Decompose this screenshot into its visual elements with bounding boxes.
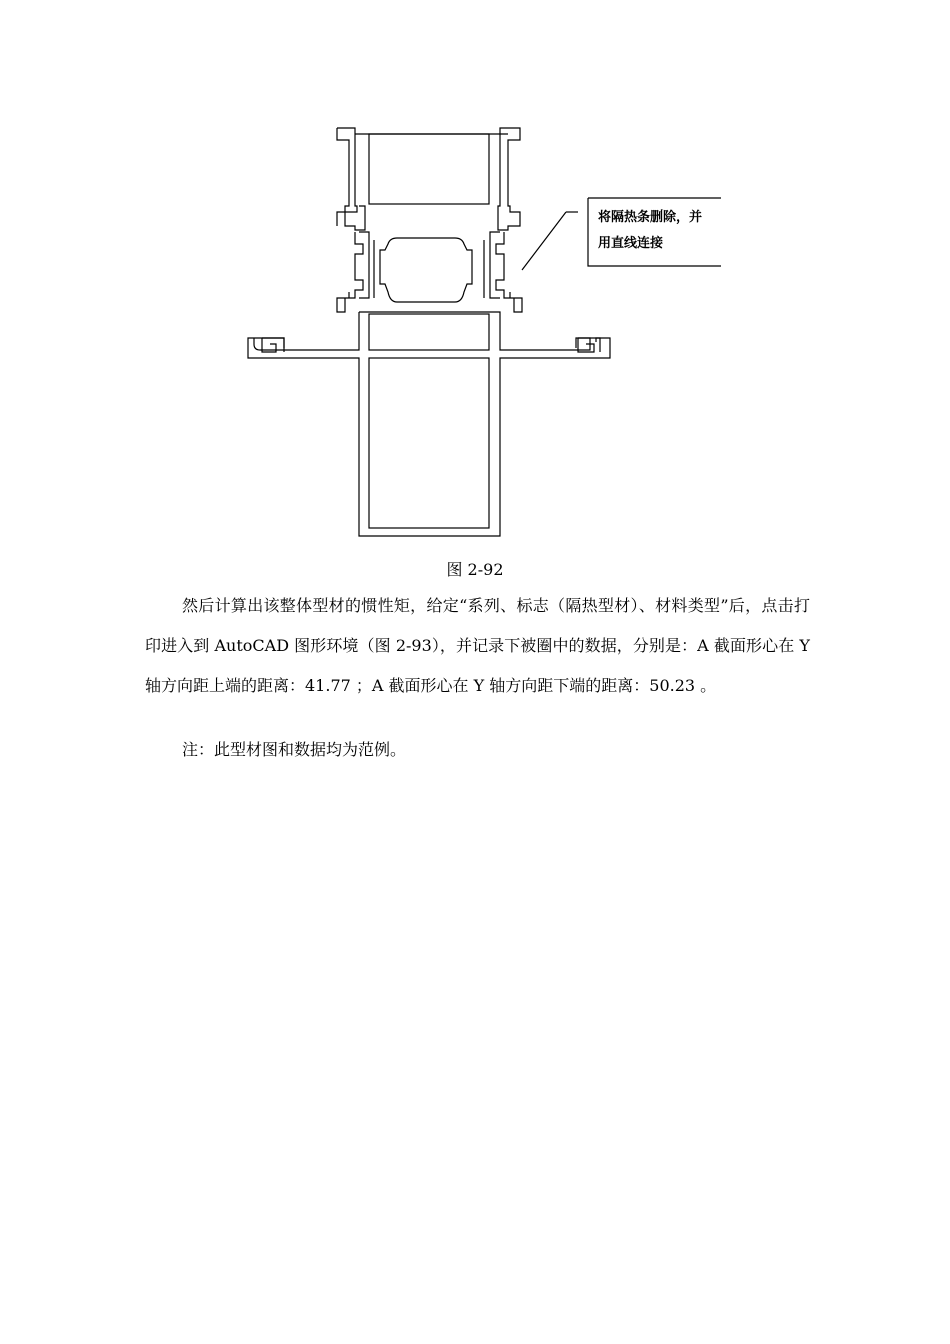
callout-text-line1: 将隔热条删除，并 [598,210,703,225]
lower-chamber [369,358,489,528]
figure-caption: 图 2-92 [446,560,504,579]
note-paragraph: 注：此型材图和数据均为范例。 [182,740,407,759]
body-paragraph: 然后计算出该整体型材的惯性矩，给定“系列、标志（隔热型材）、材料类型”后，点击打印进入到 AutoCAD 图形环境（图 2-93），并记录下被圈中的数据，分别是：A 截面形心在 Y 轴方向距上端的距离：41.77 ；A 截面形心在 Y 轴方向距下端的距离：50.23 。 [145,596,810,695]
upper-chamber [369,134,489,204]
callout-leader [522,212,566,270]
insulation-cavity [380,238,472,302]
lower-outline [248,312,610,536]
middle-left-wall [337,232,369,312]
upper-profile-outline [337,128,520,230]
middle-right-wall [490,232,522,312]
callout-box [588,198,721,266]
lower-upper-chamber [369,314,489,350]
profile-section-figure [0,0,950,560]
callout-text-line2: 用直线连接 [598,236,664,251]
